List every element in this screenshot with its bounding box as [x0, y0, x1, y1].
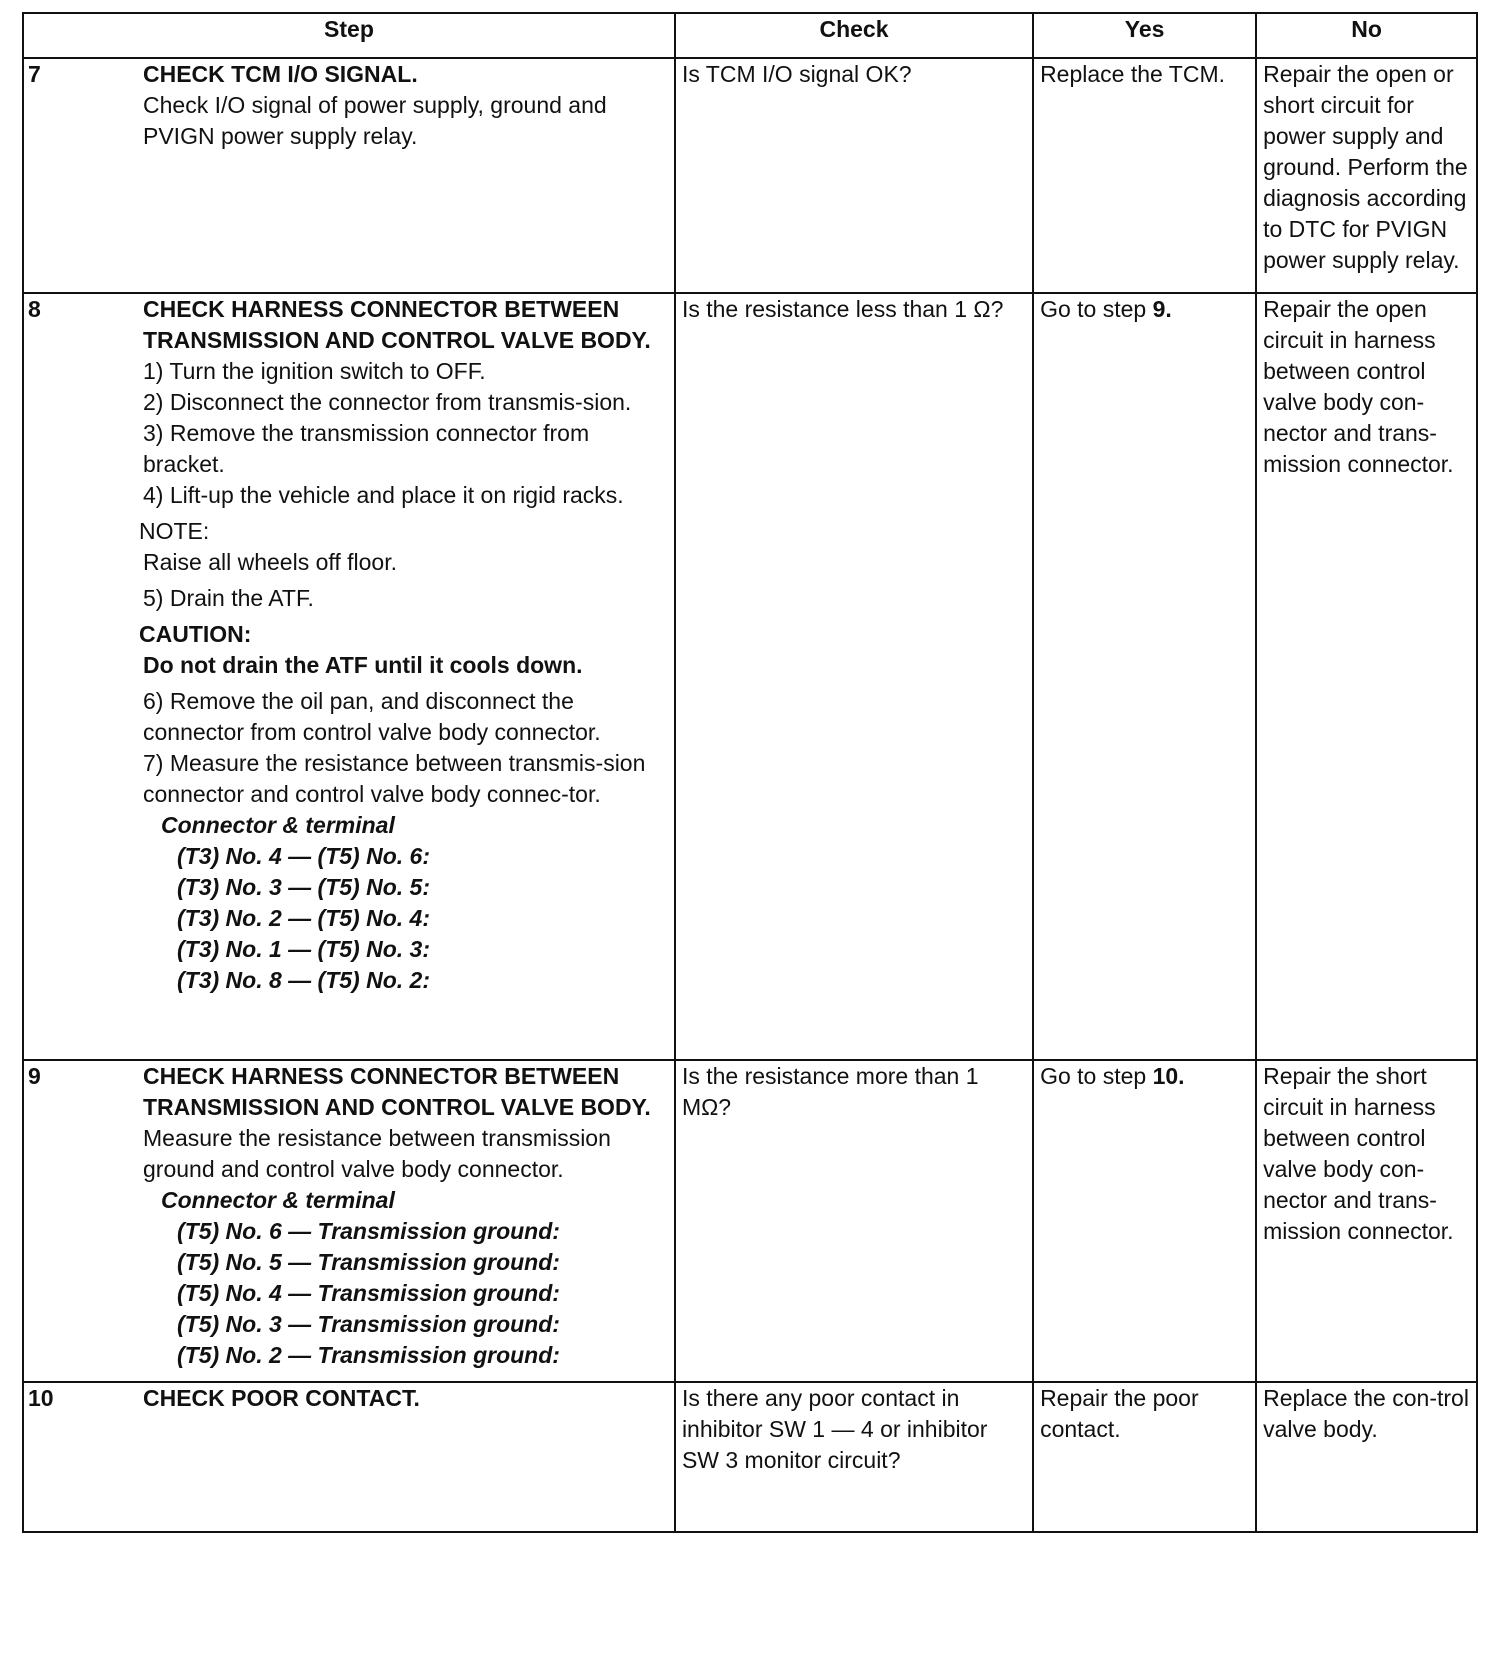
step-number: 8 [28, 296, 41, 322]
no-cell: Repair the short circuit in harness between control valve body con-nector and trans-mission connector. [1256, 1060, 1477, 1382]
check-cell: Is TCM I/O signal OK? [675, 58, 1033, 293]
step-number: 10 [28, 1385, 54, 1411]
terminal-pair: (T3) No. 8 — (T5) No. 2: [177, 967, 430, 993]
terminal-pair: (T5) No. 6 — Transmission ground: [177, 1218, 560, 1244]
connector-label: Connector & terminal [161, 1187, 395, 1213]
step-cell [23, 1382, 675, 1532]
procedure-step: 4) Lift-up the vehicle and place it on rigid racks. [143, 482, 624, 508]
procedure-step: 2) Disconnect the connector from transmis-sion. [143, 389, 632, 415]
note-label: NOTE: [139, 518, 210, 544]
step-description: Check I/O signal of power supply, ground and PVIGN power supply relay. [143, 92, 607, 149]
check-cell: Is there any poor contact in inhibitor SW 1 — 4 or inhibitor SW 3 monitor circuit? [675, 1382, 1033, 1532]
no-cell: Repair the open or short circuit for power supply and ground. Perform the diagnosis according to DTC for PVIGN power supply relay. [1256, 58, 1477, 293]
connector-label: Connector & terminal [161, 812, 395, 838]
step-cell [23, 58, 675, 293]
step-number: 7 [28, 61, 41, 87]
table-row [23, 293, 1477, 1060]
table-row [23, 1060, 1477, 1382]
step-description: Measure the resistance between transmission ground and control valve body connector. [143, 1125, 611, 1182]
table-row [23, 1382, 1477, 1532]
terminal-pair: (T5) No. 5 — Transmission ground: [177, 1249, 560, 1275]
step-title: CHECK HARNESS CONNECTOR BETWEEN TRANSMISSION AND CONTROL VALVE BODY. [143, 1063, 651, 1120]
yes-cell: Replace the TCM. [1033, 58, 1256, 293]
yes-cell [1033, 1060, 1256, 1382]
terminal-pair: (T3) No. 3 — (T5) No. 5: [177, 874, 430, 900]
yes-prefix: Go to step [1040, 1063, 1153, 1089]
step-cell [23, 293, 675, 1060]
check-cell: Is the resistance less than 1 Ω? [675, 293, 1033, 1060]
no-cell: Replace the con-trol valve body. [1256, 1382, 1477, 1532]
terminal-pair: (T5) No. 3 — Transmission ground: [177, 1311, 560, 1337]
terminal-pair: (T5) No. 4 — Transmission ground: [177, 1280, 560, 1306]
no-cell: Repair the open circuit in harness between control valve body con-nector and trans-mission connector. [1256, 293, 1477, 1060]
procedure-step: 3) Remove the transmission connector from bracket. [143, 420, 590, 477]
yes-prefix: Go to step [1040, 296, 1153, 322]
procedure-step: 5) Drain the ATF. [143, 585, 314, 611]
note-text: Raise all wheels off floor. [143, 549, 397, 575]
header-no: No [1256, 13, 1477, 58]
step-cell [23, 1060, 675, 1382]
yes-step-ref: 9. [1152, 296, 1172, 322]
table-row [23, 58, 1477, 293]
step-title: CHECK POOR CONTACT. [143, 1385, 420, 1411]
yes-cell [1033, 293, 1256, 1060]
terminal-pair: (T5) No. 2 — Transmission ground: [177, 1342, 560, 1368]
step-title: CHECK HARNESS CONNECTOR BETWEEN TRANSMISSION AND CONTROL VALVE BODY. [143, 296, 651, 353]
caution-text: Do not drain the ATF until it cools down. [143, 652, 583, 678]
header-step: Step [23, 13, 675, 58]
header-row [23, 13, 1477, 58]
procedure-step: 1) Turn the ignition switch to OFF. [143, 358, 486, 384]
procedure-step: 6) Remove the oil pan, and disconnect the connector from control valve body connector. [143, 688, 601, 745]
header-yes: Yes [1033, 13, 1256, 58]
yes-cell: Repair the poor contact. [1033, 1382, 1256, 1532]
diagnostic-table [22, 12, 1478, 1533]
step-title: CHECK TCM I/O SIGNAL. [143, 61, 418, 87]
terminal-pair: (T3) No. 4 — (T5) No. 6: [177, 843, 430, 869]
step-number: 9 [28, 1063, 41, 1089]
terminal-pair: (T3) No. 1 — (T5) No. 3: [177, 936, 430, 962]
header-check: Check [675, 13, 1033, 58]
yes-step-ref: 10. [1152, 1063, 1185, 1089]
terminal-pair: (T3) No. 2 — (T5) No. 4: [177, 905, 430, 931]
procedure-step: 7) Measure the resistance between transmis-sion connector and control valve body connec-tor. [143, 750, 646, 807]
check-cell: Is the resistance more than 1 MΩ? [675, 1060, 1033, 1382]
caution-label: CAUTION: [139, 621, 252, 647]
